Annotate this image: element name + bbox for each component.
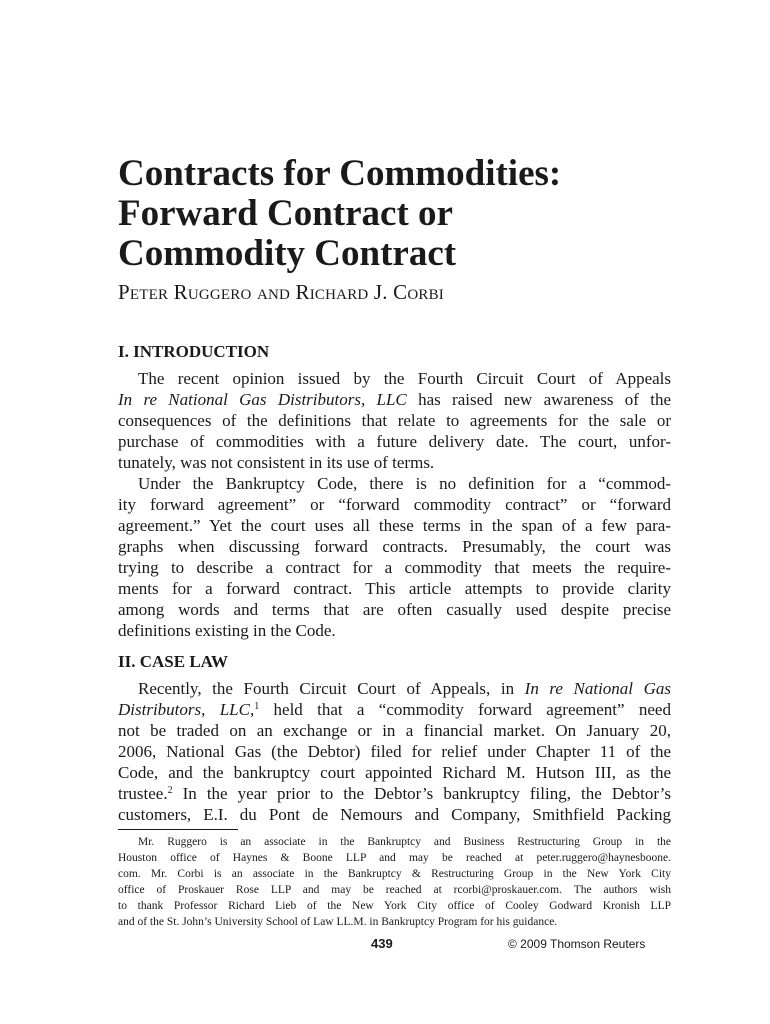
case-name-italic: In re National Gas Distributors, LLC [118,390,407,409]
body-line: In re National Gas Distributors, LLC has raised new awareness of the [118,390,671,409]
body-line: trustee.$^2$ In the year prior to the Debtor’s bankruptcy filing, the Debtor’s [118,784,671,803]
body-line: ity forward agreement” or “forward commodity contract” or “forward [118,495,671,514]
article-title [118,154,678,274]
body-line: not be traded on an exchange or in a financial market. On January 20, [118,721,671,740]
body-line: ments for a forward contract. This article attempts to provide clarity [118,579,671,598]
body-line: 2006, National Gas (the Debtor) filed for relief under Chapter 11 of the [118,742,671,761]
copyright-notice: © 2009 Thomson Reuters [508,937,646,951]
footnote-line: to thank Professor Richard Lieb of the New York City office of Cooley Godward Kronish LLP [118,900,671,912]
body-line: agreement.” Yet the court uses all these terms in the span of a few para- [118,516,671,535]
body-line: Recently, the Fourth Circuit Court of Appeals, in In re National Gas [138,679,672,698]
body-line: definitions existing in the Code. [118,621,336,640]
footnote-divider [118,829,238,830]
article-title-line: Commodity Contract [118,233,457,274]
footnote-line: and of the St. John’s University School of Law LL.M. in Bankruptcy Program for his guidance. [118,916,558,928]
footnote-line: Mr. Ruggero is an associate in the Bankruptcy and Business Restructuring Group in the [138,836,671,848]
body-line: tunately, was not consistent in its use of terms. [118,453,435,472]
body-line: among words and terms that are often casually used despite precise [118,600,671,619]
article-title-line: Contracts for Commodities: [118,153,562,194]
body-line: customers, E.I. du Pont de Nemours and Company, Smithfield Packing [118,805,671,824]
body-line: Distributors, LLC,$^1$ held that a “commodity forward agreement” need [118,700,671,719]
body-line: trying to describe a contract for a commodity that meets the require- [118,558,671,577]
body-line: graphs when discussing forward contracts. Presumably, the court was [118,537,671,556]
section-heading-introduction: I. INTRODUCTION [118,342,270,361]
article-title-line: Forward Contract or [118,193,453,234]
article-authors: Peter Ruggero and Richard J. Corbi [118,280,444,304]
footnote-line: com. Mr. Corbi is an associate in the Bankruptcy & Restructuring Group in the New York City [118,868,671,880]
body-line: purchase of commodities with a future delivery date. The court, unfor- [118,432,671,451]
body-line: The recent opinion issued by the Fourth Circuit Court of Appeals [138,369,671,388]
body-line: Code, and the bankruptcy court appointed Richard M. Hutson III, as the [118,763,671,782]
body-line: consequences of the definitions that relate to agreements for the sale or [118,411,671,430]
body-line: Under the Bankruptcy Code, there is no definition for a “commod- [138,474,671,493]
footnote-line: Houston office of Haynes & Boone LLP and may be reached at peter.ruggero@haynesboone. [118,852,671,864]
page-number: 439 [371,936,393,951]
section-heading-case-law: II. CASE LAW [118,652,229,671]
footnote-line: office of Proskauer Rose LLP and may be reached at rcorbi@proskauer.com. The authors wish [118,884,671,896]
